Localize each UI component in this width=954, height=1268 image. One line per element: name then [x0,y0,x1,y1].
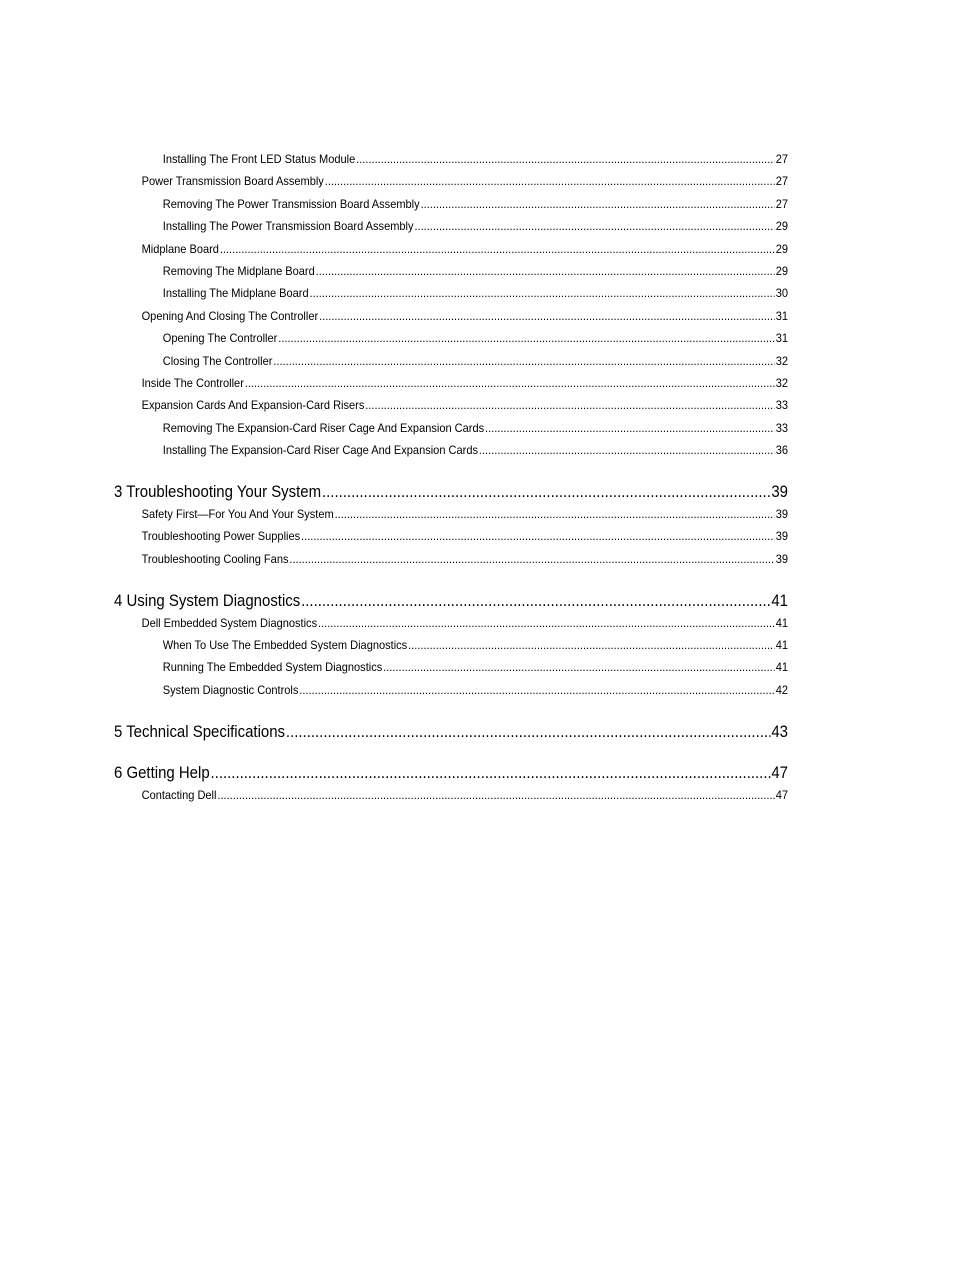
toc-entry[interactable] [114,656,788,678]
toc-entry-title: 4 Using System Diagnostics [114,590,301,610]
toc-entry-title: When To Use The Embedded System Diagnostics [162,638,408,653]
toc-entry-page-number: 47 [771,763,788,783]
toc-entry-title: Closing The Controller [162,353,273,368]
dot-leader [286,721,771,743]
toc-entry-page-number: 42 [775,682,788,697]
toc-chapter-entry[interactable] [114,762,788,784]
dot-leader [289,548,774,570]
toc-entry-page-number: 43 [771,721,788,741]
toc-entry-page-number: 29 [775,241,788,256]
toc-entry-title: Removing The Expansion-Card Riser Cage And Expansion Cards [162,420,485,435]
toc-entry-title: Contacting Dell [141,788,217,803]
toc-entry-title: Removing The Midplane Board [162,263,315,278]
dot-leader [220,238,775,260]
dot-leader [211,762,771,784]
dot-leader [325,170,775,192]
toc-entry[interactable] [114,394,788,416]
toc-entry-page-number: 32 [775,375,788,390]
toc-entry-title: Removing The Power Transmission Board Assembly [162,196,420,211]
toc-entry-title: Troubleshooting Cooling Fans [141,551,289,566]
toc-chapter-entry[interactable] [114,481,788,503]
dot-leader [301,590,770,612]
dot-leader [322,481,770,503]
dot-leader [408,634,775,656]
toc-entry[interactable] [114,525,788,547]
dot-leader [414,215,774,237]
toc-entry-title: Power Transmission Board Assembly [141,174,324,189]
dot-leader [335,503,775,525]
toc-entry[interactable] [114,548,788,570]
toc-entry-title: Opening The Controller [162,331,278,346]
toc-entry[interactable] [114,612,788,634]
toc-entry-page-number: 41 [775,615,788,630]
toc-entry-page-number: 29 [775,219,788,234]
toc-entry-page-number: 39 [775,506,788,521]
toc-entry-title: Installing The Midplane Board [162,286,309,301]
dot-leader [278,327,775,349]
toc-entry[interactable] [114,439,788,461]
toc-entry[interactable] [114,350,788,372]
toc-entry[interactable] [114,170,788,192]
toc-chapter-entry[interactable] [114,721,788,743]
dot-leader [479,439,775,461]
toc-entry-page-number: 29 [775,263,788,278]
dot-leader [485,417,775,439]
toc-entry-page-number: 32 [775,353,788,368]
toc-entry-page-number: 41 [775,638,788,653]
toc-entry[interactable] [114,417,788,439]
toc-entry[interactable] [114,193,788,215]
toc-entry-page-number: 39 [771,481,788,501]
dot-leader [383,656,775,678]
dot-leader [245,372,775,394]
toc-entry[interactable] [114,503,788,525]
dot-leader [356,148,775,170]
table-of-contents [114,148,788,807]
dot-leader [299,679,774,701]
toc-entry-title: Troubleshooting Power Supplies [141,529,301,544]
toc-entry-page-number: 39 [775,529,788,544]
toc-entry-title: System Diagnostic Controls [162,682,299,697]
toc-entry-page-number: 30 [775,286,788,301]
dot-leader [301,525,775,547]
dot-leader [217,784,774,806]
toc-entry-page-number: 27 [775,174,788,189]
toc-entry[interactable] [114,215,788,237]
toc-entry-page-number: 31 [775,308,788,323]
toc-entry-page-number: 33 [775,398,788,413]
toc-entry-title: 3 Troubleshooting Your System [114,481,322,501]
dot-leader [316,260,775,282]
toc-entry[interactable] [114,679,788,701]
toc-entry[interactable] [114,784,788,806]
dot-leader [273,350,774,372]
toc-entry-title: Dell Embedded System Diagnostics [141,615,318,630]
toc-entry-title: Installing The Front LED Status Module [162,152,356,166]
toc-entry-title: Opening And Closing The Controller [141,308,319,323]
toc-entry-title: Installing The Power Transmission Board Assembly [162,219,414,234]
toc-entry[interactable] [114,634,788,656]
toc-entry-page-number: 47 [775,788,788,803]
toc-entry-page-number: 36 [775,443,788,458]
toc-entry[interactable] [114,372,788,394]
toc-entry[interactable] [114,282,788,304]
toc-entry[interactable] [114,327,788,349]
toc-entry-title: Installing The Expansion-Card Riser Cage And Expansion Cards [162,443,478,458]
toc-entry-page-number: 33 [775,420,788,435]
toc-entry-page-number: 39 [775,551,788,566]
toc-entry-page-number: 41 [775,660,788,675]
toc-entry-page-number: 27 [775,152,788,166]
toc-entry[interactable] [114,238,788,260]
toc-entry-page-number: 41 [771,590,788,610]
toc-entry-page-number: 31 [775,331,788,346]
dot-leader [421,193,775,215]
toc-entry-title: Midplane Board [141,241,219,256]
toc-entry-title: Expansion Cards And Expansion-Card Risers [141,398,365,413]
toc-entry[interactable] [114,260,788,282]
toc-entry[interactable] [114,148,788,170]
toc-entry[interactable] [114,305,788,327]
toc-entry-title: Inside The Controller [141,375,244,390]
dot-leader [310,282,775,304]
toc-entry-page-number: 27 [775,196,788,211]
toc-entry-title: Running The Embedded System Diagnostics [162,660,383,675]
toc-entry-title: 5 Technical Specifications [114,721,286,741]
dot-leader [319,305,775,327]
dot-leader [365,394,775,416]
toc-entry-title: Safety First—For You And Your System [141,506,334,521]
toc-entry-title: 6 Getting Help [114,763,210,783]
toc-chapter-entry[interactable] [114,590,788,612]
dot-leader [318,612,775,634]
